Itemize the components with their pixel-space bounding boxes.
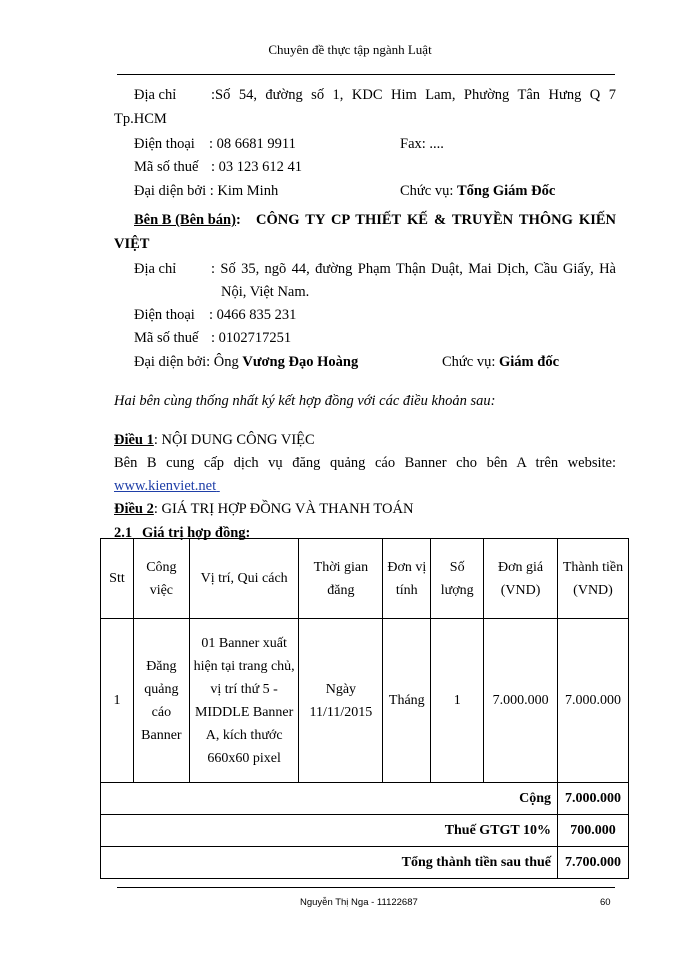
party-b-position-label: Chức vụ: (442, 354, 496, 370)
party-a-address-row (134, 87, 616, 104)
cell-unit: Tháng (383, 619, 431, 783)
total-label: Cộng (101, 783, 558, 815)
party-b-tax-value: : 0102717251 (211, 330, 292, 346)
party-b-tax-row (134, 330, 292, 347)
agreement-statement: Hai bên cùng thống nhất ký kết hợp đồng với các điều khoản sau: (114, 393, 496, 409)
vat-row (101, 815, 629, 847)
grand-total-value: 7.700.000 (558, 847, 629, 879)
party-a-tax-value: : 03 123 612 41 (211, 159, 303, 175)
party-b-phone-label: Điện thoại (134, 307, 195, 323)
cell-qty: 1 (431, 619, 484, 783)
article-2-sub-num: 2.1 (114, 525, 133, 541)
col-header-time: Thời gian đăng (299, 539, 383, 619)
header-divider (117, 74, 615, 75)
party-a-tax-row (134, 159, 303, 176)
party-b-address-row (134, 261, 616, 278)
party-a-phone-value: : 08 6681 9911 (209, 136, 296, 152)
website-link[interactable]: www.kienviet.net (114, 478, 217, 494)
cell-time: Ngày 11/11/2015 (299, 619, 383, 783)
grand-total-label: Tổng thành tiền sau thuế (101, 847, 558, 879)
cell-job: Đăng quảng cáo Banner (133, 619, 189, 783)
table-row (101, 619, 629, 783)
party-b-rep-name: Vương Đạo Hoàng (242, 354, 359, 370)
party-b-company-cont: VIỆT (114, 236, 150, 252)
total-value: 7.000.000 (558, 783, 629, 815)
article-2-title: : GIÁ TRỊ HỢP ĐỒNG VÀ THANH TOÁN (153, 501, 414, 517)
party-a-position (400, 183, 555, 200)
party-a-address-value: :Số 54, đường số 1, KDC Him Lam, Phường Tân Hưng Q 7 (211, 87, 616, 103)
party-a-address-label: Địa chỉ (134, 87, 177, 103)
page-header-title: Chuyên đề thực tập ngành Luật (268, 42, 432, 57)
party-b-company-name: CÔNG TY CP THIẾT KẾ & TRUYỀN THÔNG KIẾN (256, 212, 616, 228)
party-a-fax: Fax: .... (400, 136, 444, 152)
grand-total-row (101, 847, 629, 879)
col-header-spec: Vị trí, Qui cách (189, 539, 299, 619)
party-b-phone-value: : 0466 835 231 (209, 307, 297, 323)
party-b-heading-colon: : (235, 212, 241, 228)
table-header-row (101, 539, 629, 619)
party-a-phone-row (134, 136, 296, 153)
article-2-sub-title: Giá trị hợp đồng: (142, 525, 251, 541)
article-1-title: : NỘI DUNG CÔNG VIỆC (153, 432, 315, 448)
contract-value-table (100, 538, 629, 879)
col-header-stt: Stt (101, 539, 134, 619)
article-1-label: Điều 1 (114, 432, 154, 448)
article-1-heading (114, 432, 315, 449)
cell-price: 7.000.000 (484, 619, 558, 783)
party-a-rep: Đại diện bởi : Kim Minh (134, 183, 279, 199)
cell-spec: 01 Banner xuất hiện tại trang chủ, vị trí thứ 5 - MIDDLE Banner A, kích thước 660x60 pixel (189, 619, 299, 783)
party-b-address-cont: Nội, Việt Nam. (221, 284, 310, 300)
article-2-label: Điều 2 (114, 501, 154, 517)
col-header-price: Đơn giá (VND) (484, 539, 558, 619)
party-b-address-value: : Số 35, ngõ 44, đường Phạm Thận Duật, Mai Dịch, Cầu Giấy, Hà (211, 261, 616, 277)
footer-author: Nguyễn Thị Nga - 11122687 (300, 897, 418, 908)
party-b-heading-label: Bên B (Bên bán) (134, 212, 236, 228)
party-a-phone-label: Điện thoại (134, 136, 195, 152)
article-1-link-row (114, 478, 220, 495)
col-header-amount: Thành tiền (VND) (558, 539, 629, 619)
party-a-position-label: Chức vụ: (400, 183, 454, 199)
vat-value: 700.000 (558, 815, 629, 847)
col-header-job: Công việc (133, 539, 189, 619)
party-b-rep (134, 354, 358, 371)
party-b-heading (134, 212, 616, 229)
party-a-address-cont: Tp.HCM (114, 111, 167, 127)
party-b-rep-label: Đại diện bởi: Ông (134, 354, 239, 370)
article-1-body: Bên B cung cấp dịch vụ đăng quảng cáo Banner cho bên A trên website: (114, 455, 616, 471)
party-a-tax-label: Mã số thuế (134, 159, 199, 175)
party-b-phone-row (134, 307, 297, 324)
party-b-position-value: Giám đốc (499, 354, 560, 370)
cell-stt: 1 (101, 619, 134, 783)
total-row (101, 783, 629, 815)
col-header-qty: Số lượng (431, 539, 484, 619)
party-b-tax-label: Mã số thuế (134, 330, 199, 346)
page-number: 60 (600, 897, 611, 908)
party-a-position-value: Tổng Giám Đốc (457, 183, 556, 199)
party-b-position (442, 354, 559, 371)
footer-divider (117, 887, 615, 888)
col-header-unit: Đơn vị tính (383, 539, 431, 619)
article-2-heading (114, 501, 413, 518)
cell-amount: 7.000.000 (558, 619, 629, 783)
party-b-address-label: Địa chỉ (134, 261, 177, 277)
vat-label: Thuế GTGT 10% (101, 815, 558, 847)
